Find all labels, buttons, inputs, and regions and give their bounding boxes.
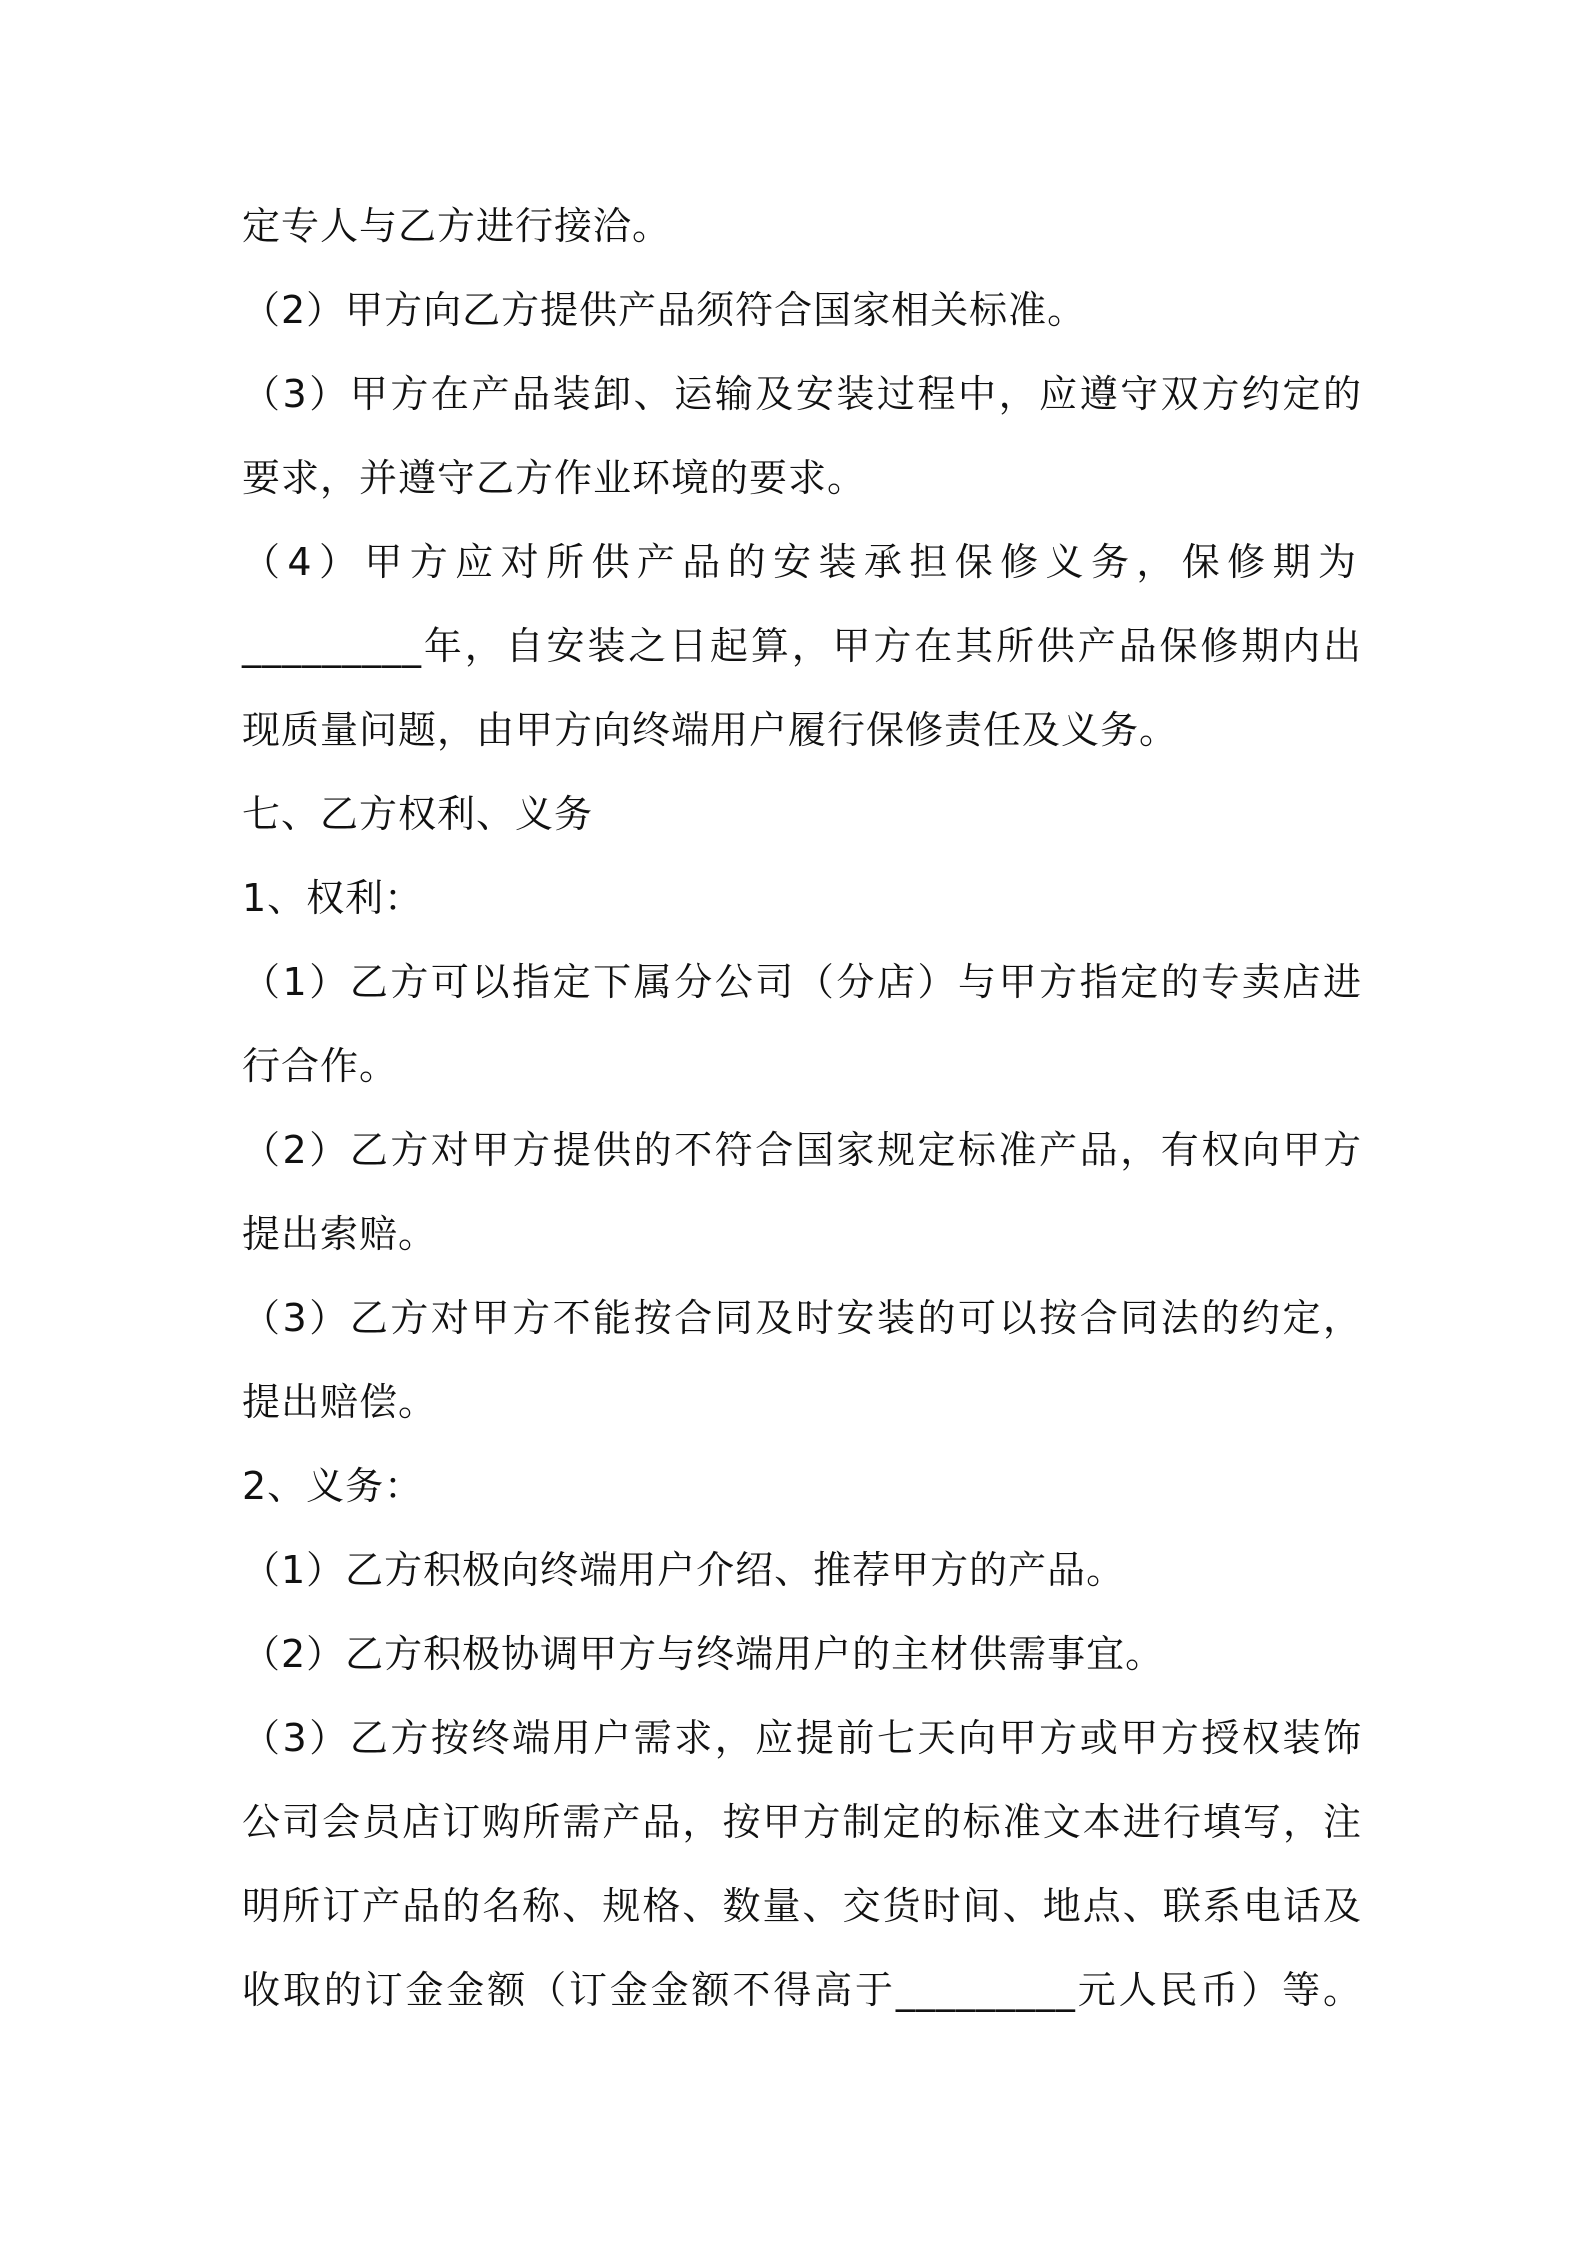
text-line: 明所订产品的名称、规格、数量、交货时间、地点、联系电话及 <box>242 1884 1362 1928</box>
text-line: 行合作。 <box>242 1044 399 1088</box>
section-heading: 七、乙方权利、义务 <box>242 792 594 836</box>
text-line: （1）乙方可以指定下属分公司（分店）与甲方指定的专卖店进 <box>242 960 1362 1004</box>
text-line: _________年，自安装之日起算，甲方在其所供产品保修期内出 <box>242 624 1362 668</box>
text-line: 现质量问题，由甲方向终端用户履行保修责任及义务。 <box>242 708 1179 752</box>
text-line: （3）乙方按终端用户需求，应提前七天向甲方或甲方授权装饰 <box>242 1716 1362 1760</box>
text-line: （2）甲方向乙方提供产品须符合国家相关标准。 <box>242 288 1087 332</box>
text-line: （3）乙方对甲方不能按合同及时安装的可以按合同法的约定， <box>242 1296 1362 1340</box>
text-line: 公司会员店订购所需产品，按甲方制定的标准文本进行填写，注 <box>242 1800 1362 1844</box>
text-line: 要求，并遵守乙方作业环境的要求。 <box>242 456 867 500</box>
text-line: （1）乙方积极向终端用户介绍、推荐甲方的产品。 <box>242 1548 1126 1592</box>
text-line: （2）乙方对甲方提供的不符合国家规定标准产品，有权向甲方 <box>242 1128 1362 1172</box>
text-line: 提出索赔。 <box>242 1212 438 1256</box>
text-line: （3）甲方在产品装卸、运输及安装过程中，应遵守双方约定的 <box>242 372 1362 416</box>
subsection-heading: 1、权利： <box>242 876 424 920</box>
text-line: （4）甲方应对所供产品的安装承担保修义务，保修期为 <box>242 540 1362 584</box>
subsection-heading: 2、义务： <box>242 1464 424 1508</box>
text-line: 收取的订金金额（订金金额不得高于_________元人民币）等。 <box>242 1968 1362 2012</box>
text-line: 定专人与乙方进行接洽。 <box>242 204 672 248</box>
text-line: （2）乙方积极协调甲方与终端用户的主材供需事宜。 <box>242 1632 1165 1676</box>
text-line: 提出赔偿。 <box>242 1380 438 1424</box>
